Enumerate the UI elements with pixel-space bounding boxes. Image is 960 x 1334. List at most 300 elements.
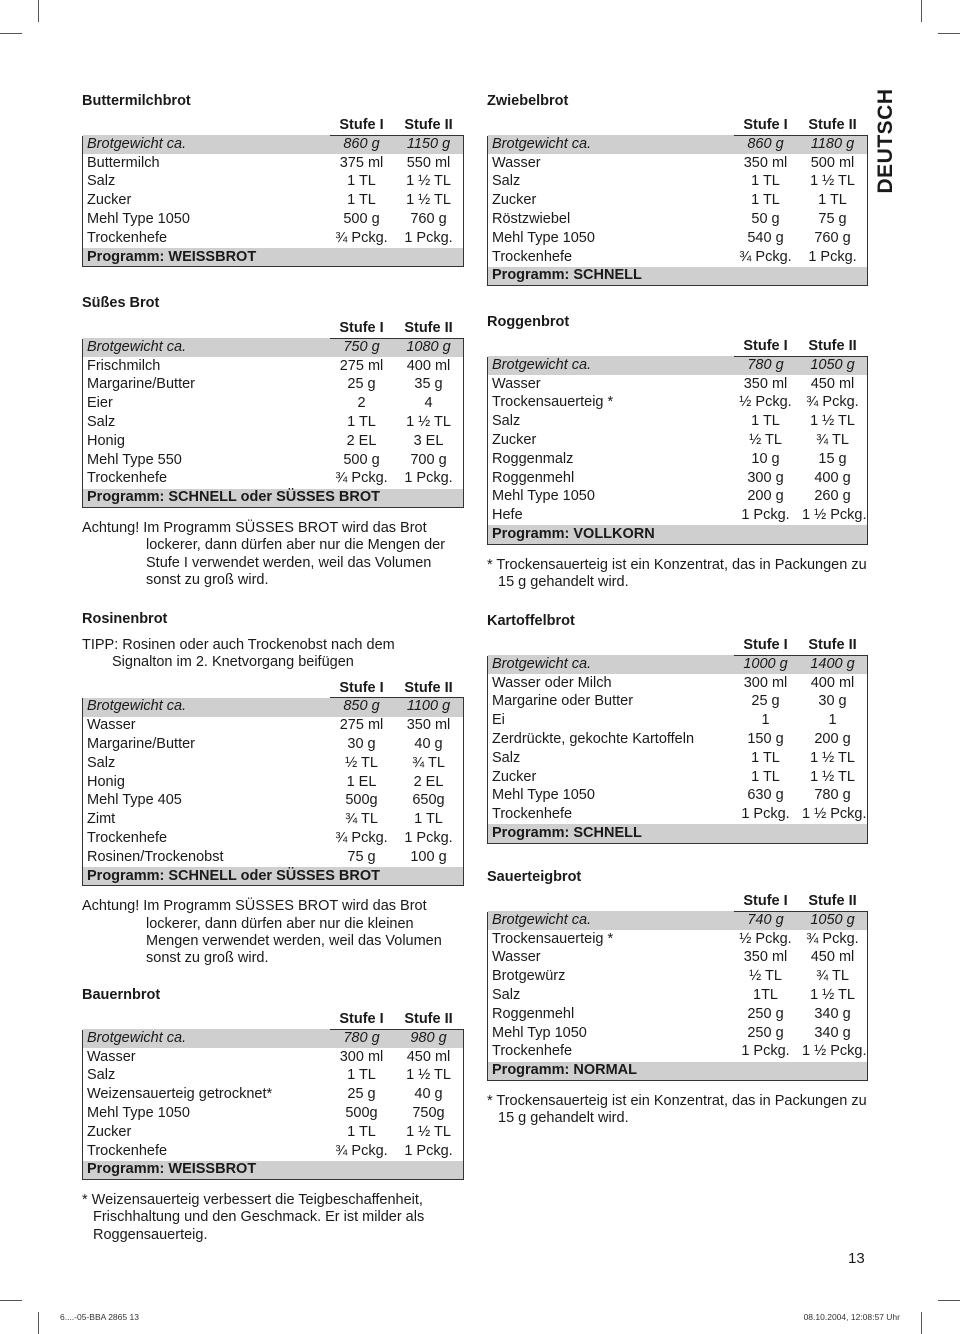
ingredient-name: Trockenhefe bbox=[83, 470, 330, 489]
ingredient-row bbox=[488, 768, 868, 787]
program-row bbox=[83, 1161, 464, 1180]
program-row bbox=[488, 525, 868, 544]
ingredient-stufe-2: 1 Pckg. bbox=[394, 229, 464, 248]
weight-label: Brotgewicht ca. bbox=[83, 698, 330, 717]
ingredient-row bbox=[83, 470, 464, 489]
ingredient-name: Weizensauerteig getrocknet* bbox=[83, 1086, 330, 1105]
recipe-table bbox=[487, 337, 868, 545]
header-stufe-1: Stufe I bbox=[330, 320, 394, 339]
ingredient-name: Salz bbox=[83, 173, 330, 192]
ingredient-stufe-2: ¾ TL bbox=[798, 431, 868, 450]
ingredient-name: Margarine/Butter bbox=[83, 376, 330, 395]
ingredient-row bbox=[488, 375, 868, 394]
ingredient-stufe-1: 1 Pckg. bbox=[734, 1043, 798, 1062]
recipe-title: Süßes Brot bbox=[82, 295, 160, 311]
ingredient-row bbox=[488, 507, 868, 526]
ingredient-stufe-1: 630 g bbox=[734, 787, 798, 806]
crop-mark bbox=[938, 1300, 960, 1301]
ingredient-row bbox=[488, 192, 868, 211]
ingredient-name: Hefe bbox=[488, 507, 734, 526]
ingredient-stufe-2: 780 g bbox=[798, 787, 868, 806]
ingredient-stufe-1: 1 TL bbox=[734, 749, 798, 768]
recipe-table bbox=[487, 116, 868, 286]
ingredient-row bbox=[83, 173, 464, 192]
ingredient-name: Trockensauerteig * bbox=[488, 394, 734, 413]
ingredient-row bbox=[83, 1104, 464, 1123]
ingredient-stufe-1: ¾ Pckg. bbox=[330, 470, 394, 489]
ingredient-stufe-1: 30 g bbox=[330, 735, 394, 754]
table-header-row bbox=[83, 117, 464, 136]
weight-row bbox=[83, 1029, 464, 1048]
recipe-table bbox=[487, 892, 868, 1081]
ingredient-row bbox=[488, 986, 868, 1005]
ingredient-name: Zucker bbox=[83, 1123, 330, 1142]
ingredient-stufe-1: 1 Pckg. bbox=[734, 806, 798, 825]
ingredient-stufe-1: ½ TL bbox=[734, 968, 798, 987]
recipe-table bbox=[82, 679, 464, 887]
ingredient-name: Wasser bbox=[488, 154, 734, 173]
ingredient-name: Mehl Type 1050 bbox=[488, 229, 734, 248]
weight-row bbox=[488, 655, 868, 674]
ingredient-stufe-1: ¾ TL bbox=[330, 811, 394, 830]
ingredient-stufe-2: 1 ½ TL bbox=[394, 1123, 464, 1142]
ingredient-stufe-1: ¾ Pckg. bbox=[330, 1142, 394, 1161]
ingredient-stufe-2: 1 bbox=[798, 712, 868, 731]
header-blank bbox=[488, 117, 734, 136]
ingredient-name: Rosinen/Trockenobst bbox=[83, 848, 330, 867]
spacer bbox=[82, 1180, 464, 1192]
language-tab bbox=[872, 90, 900, 192]
ingredient-stufe-2: 1 TL bbox=[798, 192, 868, 211]
ingredient-stufe-1: 1 EL bbox=[330, 773, 394, 792]
ingredient-name: Salz bbox=[488, 986, 734, 1005]
ingredient-name: Wasser bbox=[488, 375, 734, 394]
ingredient-name: Trockenhefe bbox=[488, 806, 734, 825]
ingredient-stufe-1: 300 ml bbox=[734, 674, 798, 693]
ingredient-stufe-1: ½ Pckg. bbox=[734, 930, 798, 949]
ingredient-stufe-1: 2 bbox=[330, 395, 394, 414]
recipe-table bbox=[82, 1010, 464, 1180]
ingredient-name: Wasser oder Milch bbox=[488, 674, 734, 693]
ingredient-name: Trockenhefe bbox=[83, 229, 330, 248]
ingredient-row bbox=[83, 395, 464, 414]
ingredient-stufe-2: ¾ TL bbox=[798, 968, 868, 987]
ingredient-name: Roggenmehl bbox=[488, 469, 734, 488]
ingredient-stufe-1: 25 g bbox=[330, 376, 394, 395]
ingredient-stufe-1: ½ TL bbox=[734, 431, 798, 450]
recipe-title: Rosinenbrot bbox=[82, 611, 168, 627]
ingredient-stufe-2: 1 Pckg. bbox=[798, 248, 868, 267]
weight-stufe-1: 750 g bbox=[330, 338, 394, 357]
ingredient-stufe-1: 250 g bbox=[734, 1024, 798, 1043]
header-stufe-1: Stufe I bbox=[734, 338, 798, 357]
ingredient-row bbox=[83, 717, 464, 736]
recipe-rosinenbrot bbox=[82, 609, 464, 968]
ingredient-row bbox=[488, 693, 868, 712]
weight-stufe-1: 860 g bbox=[330, 135, 394, 154]
ingredient-stufe-1: 500 g bbox=[330, 451, 394, 470]
weight-label: Brotgewicht ca. bbox=[83, 1029, 330, 1048]
ingredient-row bbox=[488, 229, 868, 248]
header-stufe-2: Stufe II bbox=[798, 637, 868, 656]
spacer bbox=[82, 672, 464, 679]
ingredient-name: Salz bbox=[83, 413, 330, 432]
ingredient-stufe-2: ¾ TL bbox=[394, 754, 464, 773]
ingredient-row bbox=[83, 192, 464, 211]
ingredient-stufe-2: ¾ Pckg. bbox=[798, 930, 868, 949]
header-stufe-1: Stufe I bbox=[330, 679, 394, 698]
program-row bbox=[488, 267, 868, 286]
ingredient-row bbox=[83, 376, 464, 395]
ingredient-stufe-1: ½ Pckg. bbox=[734, 394, 798, 413]
recipe-title: Kartoffelbrot bbox=[487, 613, 575, 629]
ingredient-stufe-1: 50 g bbox=[734, 210, 798, 229]
weight-label: Brotgewicht ca. bbox=[83, 135, 330, 154]
ingredient-row bbox=[488, 154, 868, 173]
ingredient-stufe-1: 75 g bbox=[330, 848, 394, 867]
ingredient-name: Mehl Type 1050 bbox=[83, 210, 330, 229]
program-label: Programm: SCHNELL oder SÜSSES BROT bbox=[83, 867, 464, 886]
ingredient-stufe-2: 1 Pckg. bbox=[394, 470, 464, 489]
ingredient-row bbox=[488, 968, 868, 987]
ingredient-stufe-2: 550 ml bbox=[394, 154, 464, 173]
ingredient-stufe-2: 400 ml bbox=[798, 674, 868, 693]
ingredient-stufe-2: 1 ½ TL bbox=[394, 1067, 464, 1086]
header-stufe-1: Stufe I bbox=[734, 893, 798, 912]
crop-mark bbox=[0, 1300, 22, 1301]
ingredient-row bbox=[83, 848, 464, 867]
ingredient-stufe-2: 1 ½ Pckg. bbox=[798, 806, 868, 825]
weight-stufe-1: 740 g bbox=[734, 911, 798, 930]
recipe-title: Sauerteigbrot bbox=[487, 869, 582, 885]
weight-stufe-2: 1050 g bbox=[798, 356, 868, 375]
ingredient-name: Ei bbox=[488, 712, 734, 731]
ingredient-stufe-2: 650g bbox=[394, 792, 464, 811]
ingredient-row bbox=[83, 229, 464, 248]
ingredient-stufe-2: 40 g bbox=[394, 1086, 464, 1105]
ingredient-stufe-1: ¾ Pckg. bbox=[330, 829, 394, 848]
ingredient-name: Zucker bbox=[488, 768, 734, 787]
ingredient-name: Röstzwiebel bbox=[488, 210, 734, 229]
recipe-footnote: * Trockensauerteig ist ein Konzentrat, das in Packungen zu 15 g gehandelt wird. bbox=[487, 556, 867, 591]
ingredient-stufe-2: 35 g bbox=[394, 376, 464, 395]
ingredient-row bbox=[488, 806, 868, 825]
ingredient-stufe-1: 350 ml bbox=[734, 949, 798, 968]
ingredient-stufe-2: 1 ½ TL bbox=[394, 192, 464, 211]
footer-right: 08.10.2004, 12:08:57 Uhr bbox=[803, 1312, 900, 1322]
ingredient-stufe-2: 1 Pckg. bbox=[394, 829, 464, 848]
ingredient-stufe-1: 2 EL bbox=[330, 432, 394, 451]
ingredient-row bbox=[488, 1043, 868, 1062]
recipe-title: Zwiebelbrot bbox=[487, 93, 569, 109]
note-first-line: Im Programm SÜSSES BROT wird das Brot bbox=[143, 898, 427, 915]
ingredient-name: Mehl Type 1050 bbox=[488, 787, 734, 806]
ingredient-stufe-2: 4 bbox=[394, 395, 464, 414]
ingredient-name: Trockenhefe bbox=[488, 1043, 734, 1062]
program-label: Programm: SCHNELL bbox=[488, 824, 868, 843]
ingredient-stufe-2: 1 ½ Pckg. bbox=[798, 507, 868, 526]
ingredient-stufe-1: 1 TL bbox=[330, 1123, 394, 1142]
ingredient-stufe-1: 300 ml bbox=[330, 1048, 394, 1067]
ingredient-name: Trockenhefe bbox=[83, 1142, 330, 1161]
header-stufe-2: Stufe II bbox=[798, 117, 868, 136]
ingredient-stufe-1: 1 TL bbox=[734, 768, 798, 787]
recipe-bauernbrot bbox=[82, 985, 464, 1244]
recipe-table bbox=[82, 116, 464, 267]
ingredient-stufe-1: 1 TL bbox=[330, 192, 394, 211]
header-blank bbox=[488, 637, 734, 656]
program-label: Programm: SCHNELL bbox=[488, 267, 868, 286]
table-header-row bbox=[488, 893, 868, 912]
ingredient-stufe-1: ½ TL bbox=[330, 754, 394, 773]
recipe-zwiebelbrot bbox=[487, 91, 868, 286]
ingredient-row bbox=[488, 930, 868, 949]
program-label: Programm: VOLLKORN bbox=[488, 525, 868, 544]
weight-stufe-2: 1050 g bbox=[798, 911, 868, 930]
recipe-title: Bauernbrot bbox=[82, 987, 161, 1003]
recipe-suesses-brot bbox=[82, 293, 464, 589]
ingredient-stufe-2: 700 g bbox=[394, 451, 464, 470]
recipe-note bbox=[82, 520, 464, 589]
weight-stufe-1: 850 g bbox=[330, 698, 394, 717]
ingredient-name: Mehl Type 1050 bbox=[83, 1104, 330, 1123]
spacer bbox=[82, 629, 464, 637]
ingredient-row bbox=[83, 811, 464, 830]
table-header-row bbox=[83, 679, 464, 698]
page-number: 13 bbox=[848, 1250, 865, 1267]
ingredient-stufe-2: 40 g bbox=[394, 735, 464, 754]
ingredient-name: Salz bbox=[488, 173, 734, 192]
ingredient-row bbox=[488, 674, 868, 693]
ingredient-name: Margarine oder Butter bbox=[488, 693, 734, 712]
note-lead: Achtung! bbox=[82, 519, 140, 536]
ingredient-stufe-2: 1 ½ TL bbox=[798, 749, 868, 768]
note-lead: Achtung! bbox=[82, 898, 140, 915]
ingredient-stufe-1: 350 ml bbox=[734, 375, 798, 394]
ingredient-name: Mehl Type 1050 bbox=[488, 488, 734, 507]
header-stufe-1: Stufe I bbox=[330, 117, 394, 136]
ingredient-stufe-2: 350 ml bbox=[394, 717, 464, 736]
program-row bbox=[83, 248, 464, 267]
spacer bbox=[487, 545, 868, 557]
ingredient-stufe-2: 500 ml bbox=[798, 154, 868, 173]
weight-row bbox=[83, 338, 464, 357]
ingredient-stufe-1: 1 TL bbox=[734, 192, 798, 211]
ingredient-stufe-2: 75 g bbox=[798, 210, 868, 229]
weight-label: Brotgewicht ca. bbox=[488, 356, 734, 375]
table-header-row bbox=[488, 117, 868, 136]
ingredient-stufe-1: 150 g bbox=[734, 730, 798, 749]
crop-mark bbox=[921, 1312, 922, 1334]
ingredient-name: Wasser bbox=[83, 717, 330, 736]
spacer bbox=[487, 1081, 868, 1093]
ingredient-name: Honig bbox=[83, 773, 330, 792]
ingredient-stufe-2: 260 g bbox=[798, 488, 868, 507]
ingredient-stufe-2: 30 g bbox=[798, 693, 868, 712]
ingredient-name: Salz bbox=[83, 1067, 330, 1086]
ingredient-name: Trockensauerteig * bbox=[488, 930, 734, 949]
ingredient-name: Trockenhefe bbox=[83, 829, 330, 848]
ingredient-stufe-1: 25 g bbox=[330, 1086, 394, 1105]
ingredient-row bbox=[488, 173, 868, 192]
ingredient-stufe-2: 1 ½ TL bbox=[798, 986, 868, 1005]
ingredient-stufe-1: 250 g bbox=[734, 1005, 798, 1024]
spacer bbox=[82, 886, 464, 898]
header-blank bbox=[488, 893, 734, 912]
weight-stufe-2: 1180 g bbox=[798, 135, 868, 154]
ingredient-stufe-2: ¾ Pckg. bbox=[798, 394, 868, 413]
ingredient-name: Buttermilch bbox=[83, 154, 330, 173]
ingredient-stufe-2: 1 Pckg. bbox=[394, 1142, 464, 1161]
header-stufe-2: Stufe II bbox=[394, 1011, 464, 1030]
weight-row bbox=[83, 698, 464, 717]
ingredient-stufe-1: 500g bbox=[330, 792, 394, 811]
ingredient-name: Zerdrückte, gekochte Kartoffeln bbox=[488, 730, 734, 749]
note-first-line: Im Programm SÜSSES BROT wird das Brot bbox=[143, 519, 427, 536]
ingredient-stufe-2: 3 EL bbox=[394, 432, 464, 451]
crop-mark bbox=[921, 0, 922, 22]
weight-stufe-2: 1150 g bbox=[394, 135, 464, 154]
weight-label: Brotgewicht ca. bbox=[83, 338, 330, 357]
recipe-table bbox=[487, 636, 868, 844]
ingredient-stufe-1: 1 TL bbox=[330, 1067, 394, 1086]
ingredient-name: Margarine/Butter bbox=[83, 735, 330, 754]
ingredient-stufe-1: 1 Pckg. bbox=[734, 507, 798, 526]
ingredient-stufe-2: 1 ½ TL bbox=[798, 413, 868, 432]
ingredient-row bbox=[83, 735, 464, 754]
recipe-footnote: * Trockensauerteig ist ein Konzentrat, das in Packungen zu 15 g gehandelt wird. bbox=[487, 1092, 867, 1127]
ingredient-row bbox=[83, 1142, 464, 1161]
ingredient-row bbox=[83, 754, 464, 773]
ingredient-stufe-1: 500g bbox=[330, 1104, 394, 1123]
recipe-title: Buttermilchbrot bbox=[82, 93, 191, 109]
weight-label: Brotgewicht ca. bbox=[488, 655, 734, 674]
weight-stufe-1: 780 g bbox=[330, 1029, 394, 1048]
ingredient-stufe-1: 540 g bbox=[734, 229, 798, 248]
crop-mark bbox=[0, 33, 22, 34]
ingredient-stufe-2: 400 g bbox=[798, 469, 868, 488]
recipe-roggenbrot bbox=[487, 312, 868, 591]
ingredient-name: Trockenhefe bbox=[488, 248, 734, 267]
table-header-row bbox=[83, 1011, 464, 1030]
ingredient-row bbox=[488, 787, 868, 806]
ingredient-name: Zucker bbox=[488, 431, 734, 450]
recipe-sauerteigbrot bbox=[487, 867, 868, 1128]
crop-mark bbox=[38, 1312, 39, 1334]
ingredient-name: Eier bbox=[83, 395, 330, 414]
header-stufe-2: Stufe II bbox=[798, 893, 868, 912]
ingredient-stufe-2: 1 ½ TL bbox=[394, 413, 464, 432]
ingredient-stufe-2: 450 ml bbox=[798, 949, 868, 968]
ingredient-stufe-1: ¾ Pckg. bbox=[734, 248, 798, 267]
ingredient-name: Roggenmehl bbox=[488, 1005, 734, 1024]
ingredient-row bbox=[83, 432, 464, 451]
weight-row bbox=[83, 135, 464, 154]
weight-stufe-2: 1400 g bbox=[798, 655, 868, 674]
weight-stufe-1: 860 g bbox=[734, 135, 798, 154]
ingredient-name: Zucker bbox=[488, 192, 734, 211]
weight-label: Brotgewicht ca. bbox=[488, 135, 734, 154]
header-blank bbox=[83, 1011, 330, 1030]
ingredient-name: Mehl Type 405 bbox=[83, 792, 330, 811]
ingredient-stufe-2: 450 ml bbox=[798, 375, 868, 394]
ingredient-stufe-1: ¾ Pckg. bbox=[330, 229, 394, 248]
weight-label: Brotgewicht ca. bbox=[488, 911, 734, 930]
ingredient-stufe-2: 200 g bbox=[798, 730, 868, 749]
weight-row bbox=[488, 911, 868, 930]
ingredient-stufe-2: 340 g bbox=[798, 1005, 868, 1024]
ingredient-stufe-1: 200 g bbox=[734, 488, 798, 507]
weight-stufe-2: 1080 g bbox=[394, 338, 464, 357]
ingredient-stufe-2: 1 ½ Pckg. bbox=[798, 1043, 868, 1062]
recipe-title: Roggenbrot bbox=[487, 314, 570, 330]
ingredient-row bbox=[488, 949, 868, 968]
ingredient-stufe-1: 1 TL bbox=[734, 413, 798, 432]
program-row bbox=[488, 1062, 868, 1081]
ingredient-row bbox=[488, 730, 868, 749]
ingredient-row bbox=[488, 488, 868, 507]
header-blank bbox=[83, 117, 330, 136]
ingredient-stufe-1: 500 g bbox=[330, 210, 394, 229]
weight-stufe-2: 1100 g bbox=[394, 698, 464, 717]
ingredient-row bbox=[83, 829, 464, 848]
table-header-row bbox=[488, 637, 868, 656]
header-stufe-2: Stufe II bbox=[394, 320, 464, 339]
ingredient-row bbox=[83, 773, 464, 792]
ingredient-stufe-2: 15 g bbox=[798, 450, 868, 469]
ingredient-stufe-2: 340 g bbox=[798, 1024, 868, 1043]
ingredient-row bbox=[83, 1048, 464, 1067]
weight-stufe-1: 780 g bbox=[734, 356, 798, 375]
ingredient-stufe-1: 25 g bbox=[734, 693, 798, 712]
spacer bbox=[82, 508, 464, 520]
ingredient-name: Zimt bbox=[83, 811, 330, 830]
language-label: DEUTSCH bbox=[874, 88, 897, 194]
ingredient-stufe-1: 1 bbox=[734, 712, 798, 731]
ingredient-row bbox=[83, 451, 464, 470]
note-rest: lockerer, dann dürfen aber nur die Mengen der Stufe I verwendet werden, weil das Volumen sonst zu groß wird. bbox=[146, 537, 446, 588]
ingredient-row bbox=[83, 1067, 464, 1086]
ingredient-name: Frischmilch bbox=[83, 357, 330, 376]
ingredient-stufe-2: 400 ml bbox=[394, 357, 464, 376]
ingredient-stufe-2: 2 EL bbox=[394, 773, 464, 792]
ingredient-row bbox=[488, 1005, 868, 1024]
ingredient-stufe-2: 760 g bbox=[394, 210, 464, 229]
ingredient-stufe-1: 1 TL bbox=[330, 173, 394, 192]
ingredient-stufe-1: 300 g bbox=[734, 469, 798, 488]
ingredient-row bbox=[83, 357, 464, 376]
ingredient-stufe-2: 760 g bbox=[798, 229, 868, 248]
ingredient-name: Salz bbox=[488, 749, 734, 768]
ingredient-stufe-1: 275 ml bbox=[330, 717, 394, 736]
ingredient-stufe-1: 1 TL bbox=[330, 413, 394, 432]
note-rest: lockerer, dann dürfen aber nur die kleinen Mengen verwendet werden, weil das Volumen sonst zu groß wird. bbox=[146, 915, 442, 967]
ingredient-name: Roggenmalz bbox=[488, 450, 734, 469]
header-stufe-2: Stufe II bbox=[394, 679, 464, 698]
ingredient-name: Honig bbox=[83, 432, 330, 451]
ingredient-row bbox=[488, 1024, 868, 1043]
footer-left: 6....-05-BBA 2865 13 bbox=[60, 1312, 139, 1322]
ingredient-stufe-1: 350 ml bbox=[734, 154, 798, 173]
ingredient-name: Zucker bbox=[83, 192, 330, 211]
ingredient-stufe-1: 10 g bbox=[734, 450, 798, 469]
ingredient-name: Brotgewürz bbox=[488, 968, 734, 987]
ingredient-row bbox=[488, 394, 868, 413]
ingredient-row bbox=[488, 450, 868, 469]
ingredient-row bbox=[488, 210, 868, 229]
ingredient-stufe-2: 450 ml bbox=[394, 1048, 464, 1067]
ingredient-stufe-2: 100 g bbox=[394, 848, 464, 867]
